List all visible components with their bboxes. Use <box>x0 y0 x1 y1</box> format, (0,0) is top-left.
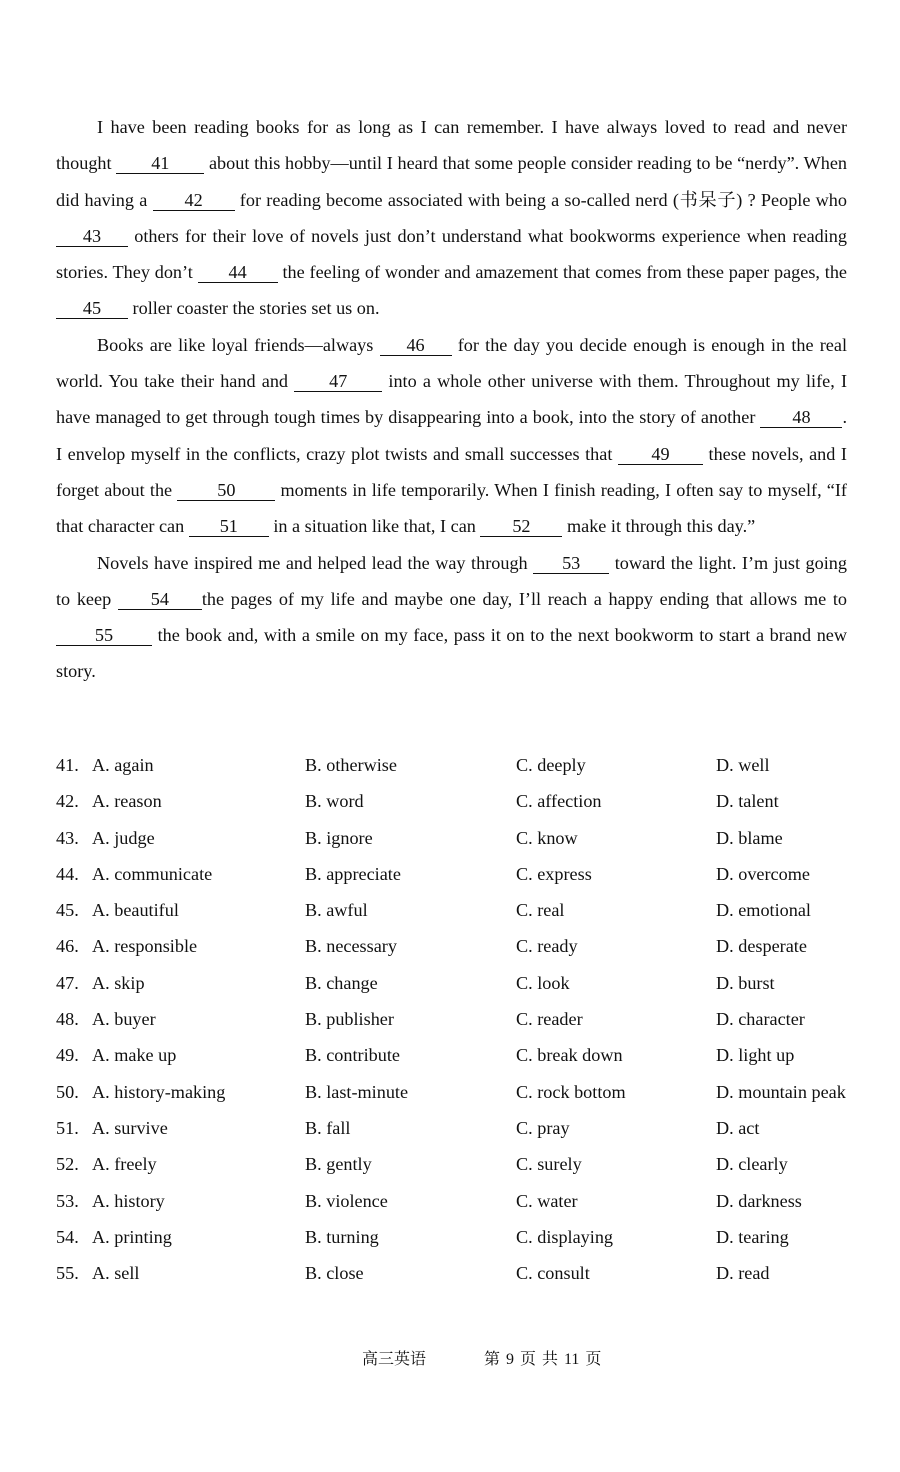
question-number: 45. <box>56 900 79 921</box>
option-c: C. water <box>516 1190 578 1211</box>
option-b: B. gently <box>305 1154 372 1175</box>
option-c: C. real <box>516 900 565 921</box>
option-d: D. blame <box>716 827 783 848</box>
option-a: A. judge <box>92 827 155 848</box>
footer-subject: 高三英语 <box>362 1351 427 1368</box>
option-d: D. character <box>716 1009 805 1030</box>
option-c: C. break down <box>516 1045 623 1066</box>
option-a: A. printing <box>92 1226 172 1247</box>
option-c: C. consult <box>516 1263 590 1284</box>
question-row <box>56 1037 876 1073</box>
option-a: A. make up <box>92 1045 177 1066</box>
option-b: B. appreciate <box>305 863 401 884</box>
option-d: D. clearly <box>716 1154 788 1175</box>
passage-text: these novels, and I forget about the <box>56 443 847 500</box>
option-b: B. contribute <box>305 1045 400 1066</box>
footer-page-number: 第 9 页 共 11 页 <box>484 1351 602 1368</box>
option-b: B. publisher <box>305 1009 394 1030</box>
blank-45: 45 <box>56 298 128 319</box>
question-row <box>56 747 876 783</box>
passage-text: others for their love of novels just don’t understand what bookworms experience when reading stories. They don’t <box>56 225 847 283</box>
option-b: B. necessary <box>305 936 397 957</box>
question-row <box>56 783 876 819</box>
passage-text: the feeling of wonder and amazement that comes from these paper pages, the <box>277 262 847 283</box>
question-row <box>56 892 876 928</box>
option-c: C. deeply <box>516 755 586 775</box>
question-row <box>56 1146 876 1182</box>
option-a: A. sell <box>92 1263 140 1284</box>
question-number: 42. <box>56 791 79 812</box>
question-row <box>56 1219 876 1255</box>
option-b: B. ignore <box>305 827 373 848</box>
option-a: A. communicate <box>92 863 213 884</box>
option-d: D. light up <box>716 1045 795 1066</box>
passage-text: in a situation like that, I can <box>268 516 481 537</box>
blank-42: 42 <box>153 190 235 211</box>
option-d: D. darkness <box>716 1190 802 1211</box>
option-d: D. act <box>716 1117 760 1138</box>
option-a: A. reason <box>92 791 162 812</box>
question-number: 41. <box>56 755 79 775</box>
question-row <box>56 820 876 856</box>
blank-52: 52 <box>480 516 562 537</box>
option-b: B. change <box>305 972 378 993</box>
passage-text: for the day you decide enough is enough in the real world. You take their hand and <box>56 334 847 392</box>
question-row <box>56 856 876 892</box>
option-d: D. talent <box>716 791 779 812</box>
option-c: C. rock bottom <box>516 1081 626 1102</box>
passage-text: Novels have inspired me and helped lead the way through <box>97 552 534 573</box>
answer-options <box>56 747 876 1291</box>
passage-text: roller coaster the stories set us on. <box>128 298 380 319</box>
blank-53: 53 <box>533 553 609 574</box>
passage-text: I have been reading books for as long as I can remember. I have always loved to read and never thought <box>56 117 847 174</box>
cloze-passage <box>56 109 847 690</box>
blank-54: 54 <box>118 589 202 610</box>
option-b: B. violence <box>305 1190 388 1211</box>
question-number: 43. <box>56 827 79 848</box>
question-row <box>56 928 876 964</box>
question-number: 48. <box>56 1009 79 1030</box>
question-row <box>56 1255 876 1291</box>
question-row <box>56 965 876 1001</box>
option-b: B. otherwise <box>305 755 397 775</box>
passage-text: the pages of my life and maybe one day, I’ll reach a happy ending that allows me to <box>201 588 847 609</box>
option-c: C. look <box>516 972 570 993</box>
option-d: D. overcome <box>716 863 810 884</box>
option-c: C. ready <box>516 936 578 957</box>
option-d: D. well <box>716 755 770 775</box>
passage-text: about this hobby—until I heard that some people consider reading to be “nerdy”. When did having a <box>56 153 847 210</box>
question-number: 54. <box>56 1226 79 1247</box>
option-a: A. survive <box>92 1117 168 1138</box>
option-b: B. word <box>305 791 364 812</box>
option-d: D. read <box>716 1263 770 1284</box>
question-row <box>56 1074 876 1110</box>
question-number: 53. <box>56 1190 79 1211</box>
option-b: B. close <box>305 1263 364 1284</box>
option-c: C. affection <box>516 791 602 812</box>
option-d: D. burst <box>716 972 775 993</box>
question-row <box>56 1110 876 1146</box>
question-row <box>56 1183 876 1219</box>
passage-text: moments in life temporarily. When I finish reading, I often say to myself, “If that character can <box>56 479 847 537</box>
question-number: 47. <box>56 972 79 993</box>
option-c: C. know <box>516 827 578 848</box>
option-c: C. express <box>516 863 592 884</box>
blank-43: 43 <box>56 226 128 247</box>
passage-paragraph-1 <box>56 109 847 327</box>
option-c: C. pray <box>516 1117 570 1138</box>
passage-text: into a whole other universe with them. Throughout my life, I have managed to get through tough times by disappearing into a book, into the story of another <box>56 371 847 428</box>
option-a: A. skip <box>92 972 145 993</box>
passage-text: toward the light. I’m just going to keep <box>56 552 847 609</box>
question-number: 52. <box>56 1154 79 1175</box>
passage-text: . I envelop myself in the conflicts, crazy plot twists and small successes that <box>56 407 847 464</box>
question-number: 55. <box>56 1263 79 1284</box>
option-b: B. turning <box>305 1226 379 1247</box>
option-b: B. last-minute <box>305 1081 409 1102</box>
passage-paragraph-3 <box>56 545 847 690</box>
passage-text: for reading become associated with being a so-called nerd (书呆子) ? People who <box>234 189 847 210</box>
option-d: D. mountain peak <box>716 1081 846 1102</box>
option-a: A. again <box>92 755 154 775</box>
blank-55: 55 <box>56 625 152 646</box>
option-d: D. emotional <box>716 900 811 921</box>
question-number: 50. <box>56 1081 79 1102</box>
option-a: A. freely <box>92 1154 157 1175</box>
option-d: D. desperate <box>716 936 807 957</box>
option-a: A. history-making <box>92 1081 226 1102</box>
passage-text: Books are like loyal friends—always <box>97 334 380 355</box>
option-c: C. displaying <box>516 1226 614 1247</box>
blank-46: 46 <box>380 335 452 356</box>
blank-41: 41 <box>116 153 204 174</box>
blank-49: 49 <box>618 444 703 465</box>
blank-48: 48 <box>760 407 842 428</box>
option-b: B. fall <box>305 1117 351 1138</box>
question-number: 49. <box>56 1045 79 1066</box>
passage-text: the book and, with a smile on my face, pass it on to the next bookworm to start a brand new story. <box>56 625 847 682</box>
option-a: A. beautiful <box>92 900 179 921</box>
question-number: 51. <box>56 1117 79 1138</box>
option-a: A. history <box>92 1190 165 1211</box>
question-number: 44. <box>56 863 79 884</box>
blank-51: 51 <box>189 516 269 537</box>
option-b: B. awful <box>305 900 368 921</box>
passage-text: make it through this day.” <box>562 516 756 537</box>
option-a: A. responsible <box>92 936 198 957</box>
question-row <box>56 1001 876 1037</box>
blank-47: 47 <box>294 371 382 392</box>
option-d: D. tearing <box>716 1226 789 1247</box>
passage-paragraph-2 <box>56 327 847 545</box>
option-c: C. reader <box>516 1009 583 1030</box>
blank-44: 44 <box>198 262 278 283</box>
option-c: C. surely <box>516 1154 582 1175</box>
question-number: 46. <box>56 936 79 957</box>
blank-50: 50 <box>177 480 275 501</box>
option-a: A. buyer <box>92 1009 156 1030</box>
